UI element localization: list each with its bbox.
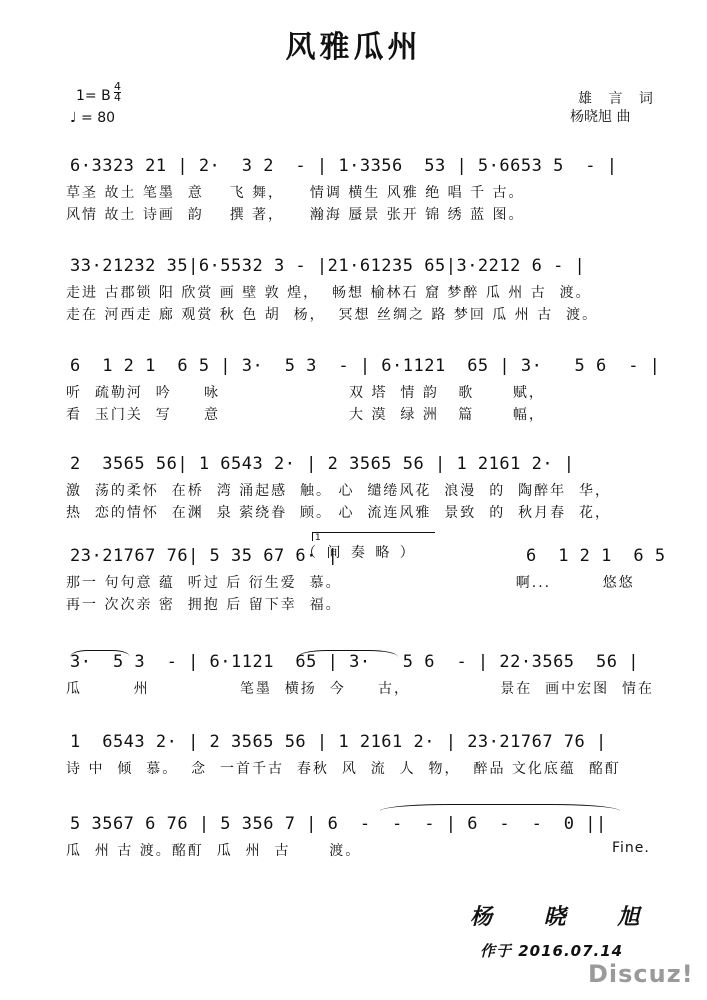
- notation-line: 2 3565 56| 1 6543 2· | 2 3565 56 | 1 2161 2· |: [70, 454, 575, 474]
- lyric-verse-1: 草圣 故土 笔墨 意 飞 舞， 情调 横生 风雅 绝 唱 千 古。: [66, 185, 525, 201]
- lyric-verse-1: 那一 句句意 蕴 听过 后 衍生爱 慕。 啊... 悠悠: [66, 575, 635, 591]
- fine-marking: Fine.: [612, 840, 650, 856]
- score-system-6: [66, 652, 656, 702]
- volta-bracket: 1: [312, 532, 435, 541]
- lyric-verse-2: 热 恋的情怀 在渊 泉 萦绕眷 顾。 心 流连风雅 景致 的 秋月春 花，: [66, 505, 612, 521]
- lyric-verse-1: 激 荡的柔怀 在桥 湾 涌起感 触。 心 缱绻风花 浪漫 的 陶醉年 华，: [66, 483, 612, 499]
- notation-line: 1 6543 2· | 2 3565 56 | 1 2161 2· | 23·21767 76 |: [70, 732, 607, 752]
- notation-line: 3· 5 3 - | 6·1121 65 | 3· 5 6 - | 22·3565 56 |: [70, 652, 639, 672]
- signature-name: 杨 晓 旭: [470, 905, 662, 930]
- tempo-marking: ♩ = 80: [70, 110, 116, 126]
- lyric-verse-1: 瓜 州 古 渡。酩酊 瓜 州 古 渡。: [66, 843, 362, 859]
- song-title: 风雅瓜州: [285, 30, 422, 65]
- lyric-verse-2: 再一 次次亲 密 拥抱 后 留下幸 福。: [66, 597, 342, 613]
- score-system-1: [66, 156, 656, 226]
- time-signature-bottom: 4: [114, 91, 121, 104]
- slur: [380, 804, 620, 811]
- lyric-verse-2: 走在 河西走 廊 观赏 秋 色 胡 杨， 冥想 丝绸之 路 梦回 瓜 州 古 渡。: [66, 307, 599, 323]
- composer-credit: 杨晓旭 曲: [570, 109, 631, 125]
- score-system-8: [66, 814, 656, 864]
- lyric-verse-2: 看 玉门关 写 意 大 漠 绿 洲 篇 幅，: [66, 407, 545, 423]
- lyric-verse-1: 瓜 州 笔墨 横扬 今 古， 景在 画中宏图 情在: [66, 681, 655, 697]
- notation-line: 33·21232 35|6·5532 3 - |21·61235 65|3·2212 6 - |: [70, 256, 586, 276]
- lyric-verse-1: 诗 中 倾 慕。 念 一首千古 春秋 风 流 人 物， 醉品 文化底蕴 酩酊: [66, 761, 621, 777]
- score-system-7: [66, 732, 656, 782]
- time-signature: [114, 82, 121, 103]
- slur: [70, 650, 130, 657]
- notation-line: 5 3567 6 76 | 5 356 7 | 6 - - - | 6 - - 0 ||: [70, 814, 607, 834]
- score-system-3: [66, 356, 661, 426]
- score-system-4: [66, 454, 656, 524]
- notation-line: 6·3323 21 | 2· 3 2 - | 1·3356 53 | 5·6653 5 - |: [70, 156, 618, 176]
- lyricist-credit: 雄 言 词: [578, 91, 659, 107]
- slur: [298, 650, 398, 657]
- watermark-logo: Discuz!: [588, 960, 694, 988]
- notation-line: 6 1 2 1 6 5 | 3· 5 3 - | 6·1121 65 | 3· 5 6 - |: [70, 356, 661, 376]
- score-system-2: [66, 256, 656, 326]
- signature-date: 作于 2016.07.14: [480, 942, 624, 960]
- interlude-marking: （ 间 奏 略 ）: [302, 545, 417, 561]
- lyric-verse-2: 风情 故土 诗画 韵 撰 著， 瀚海 蜃景 张开 锦 绣 蓝 图。: [66, 207, 525, 223]
- lyric-verse-1: 走进 古郡锁 阳 欣赏 画 壁 敦 煌， 畅想 榆林石 窟 梦醉 瓜 州 古 渡。: [66, 285, 592, 301]
- key-signature: 1= B: [76, 88, 111, 104]
- lyric-verse-1: 听 疏勒河 吟 咏 双 塔 情 韵 歌 赋，: [66, 385, 545, 401]
- notation-line-after-interlude: 6 1 2 1 6 5: [526, 546, 666, 566]
- notation-line: 23·21767 76| 5 35 67 6· |: [70, 546, 339, 566]
- time-signature-top: 4: [114, 80, 121, 93]
